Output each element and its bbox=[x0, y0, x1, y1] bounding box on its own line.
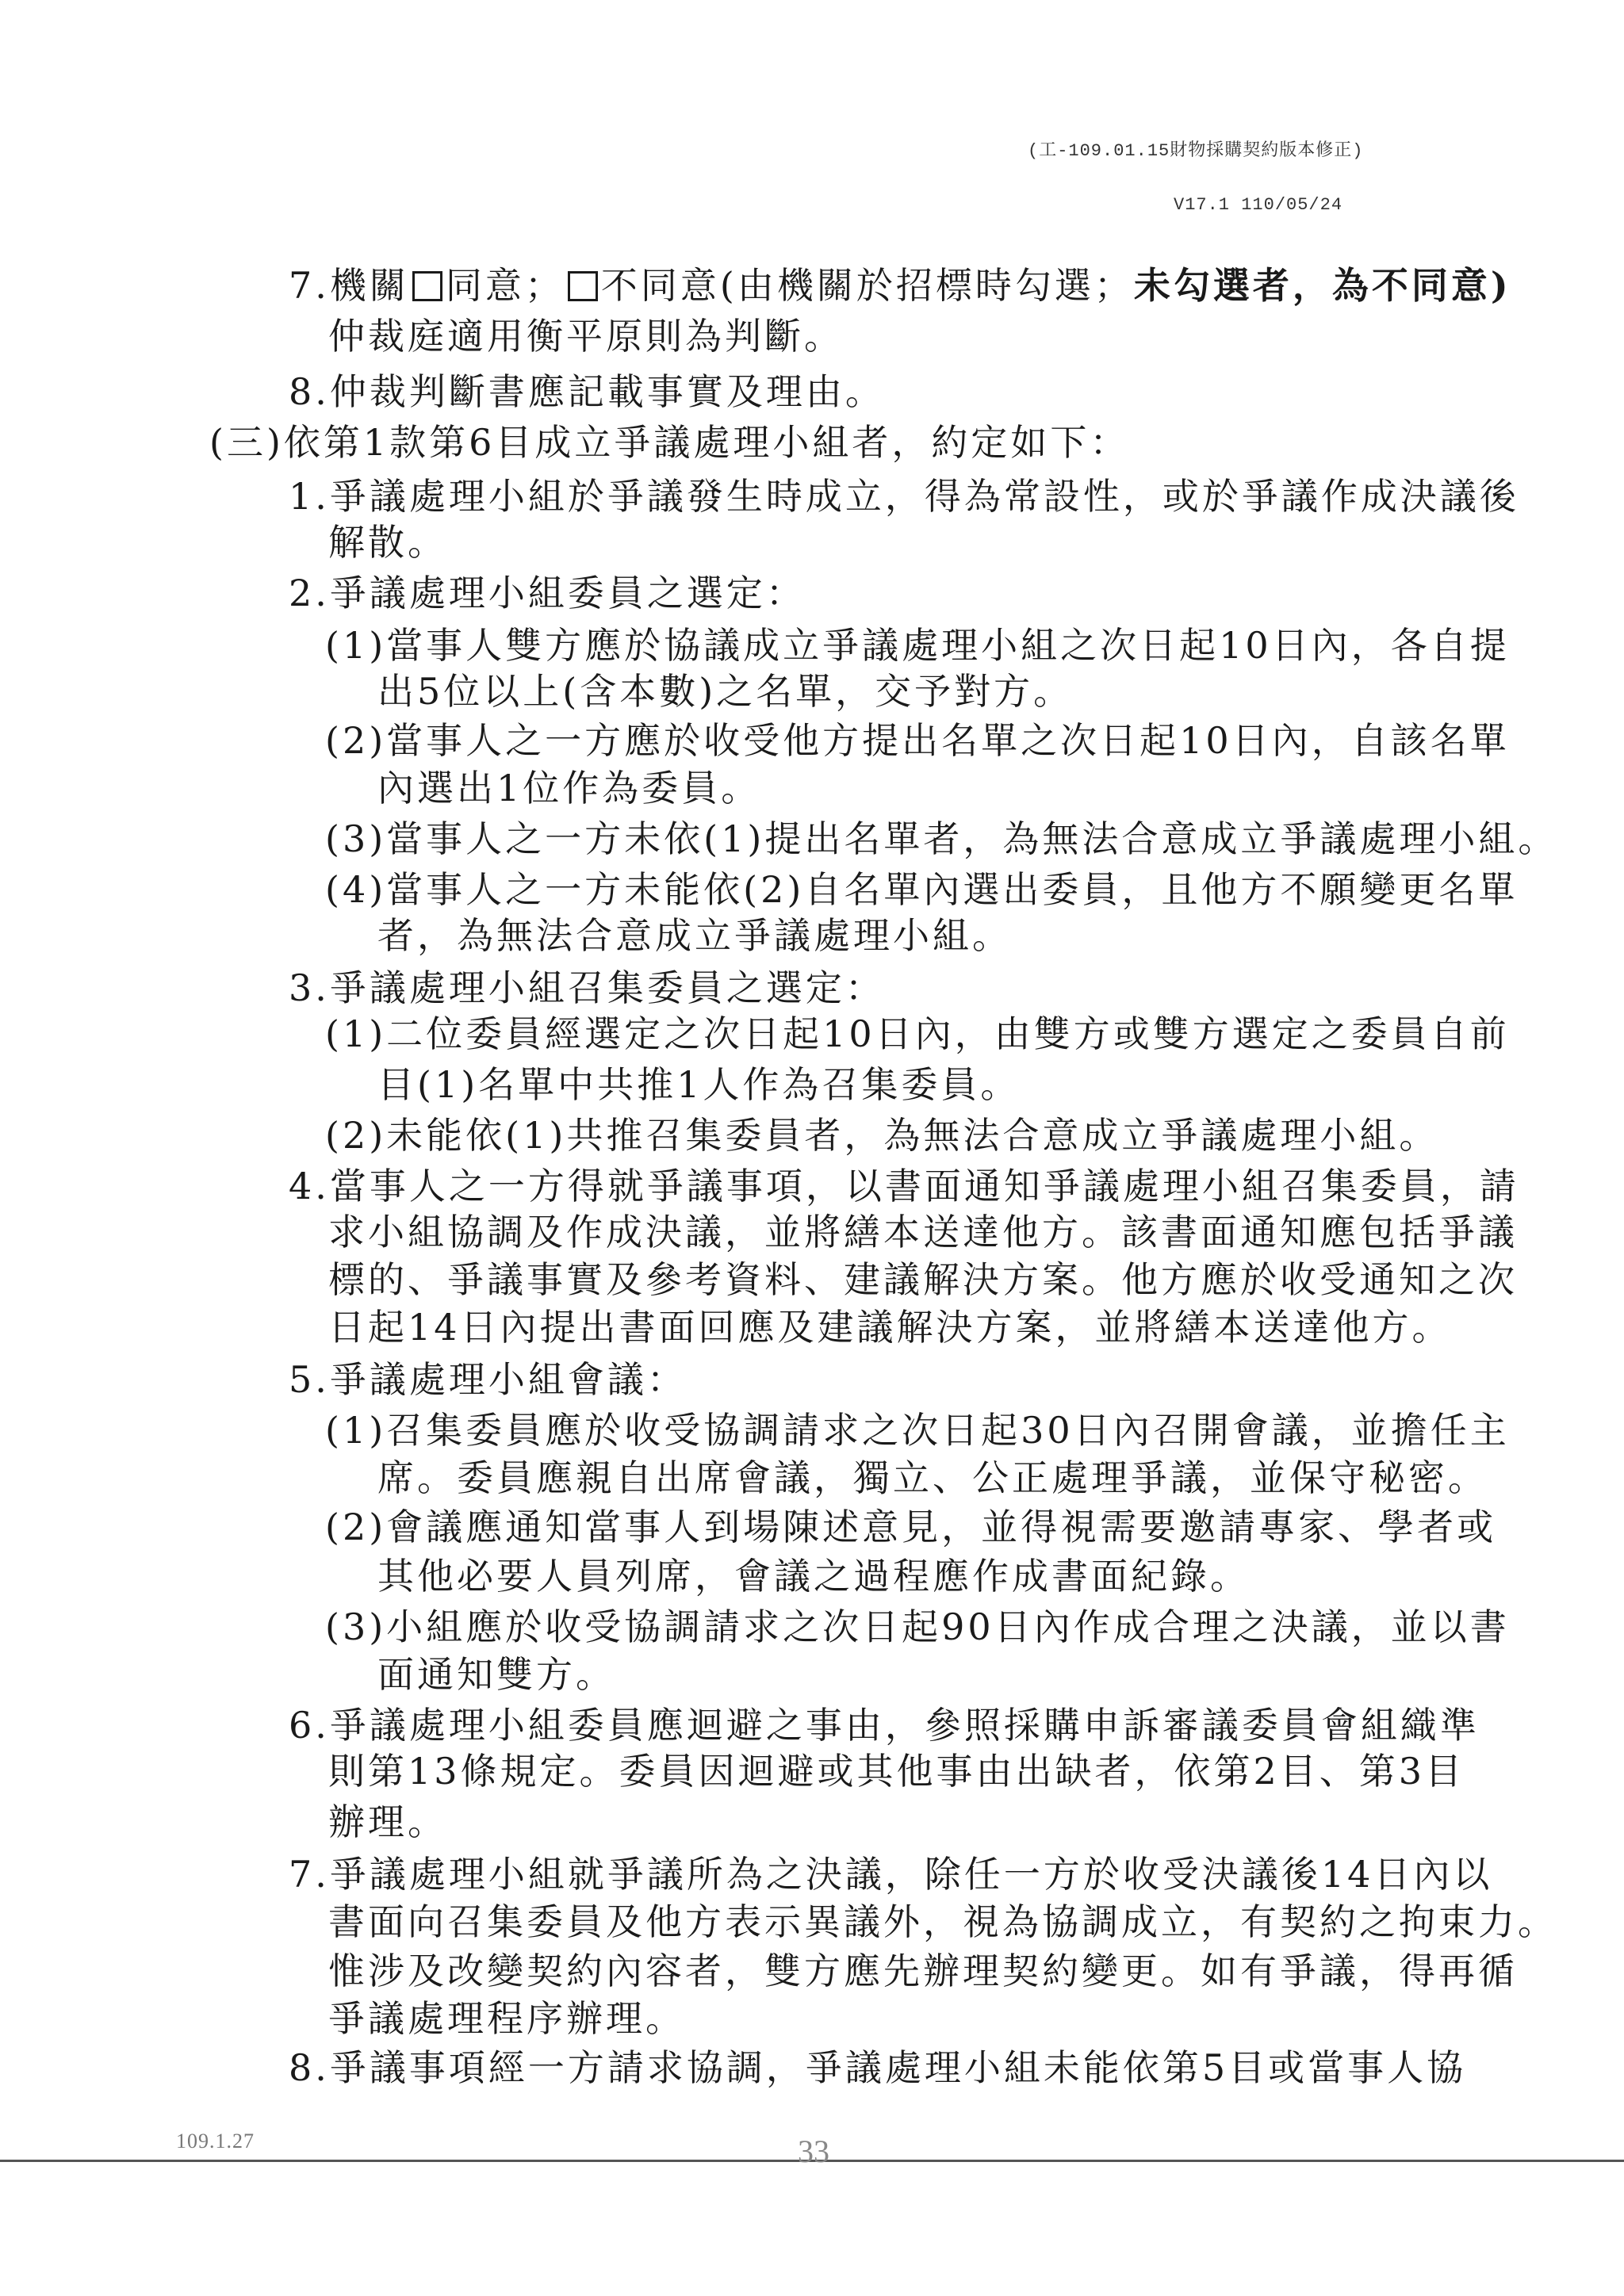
text-line: 面通知雙方。 bbox=[377, 1653, 615, 1696]
text-line: 5.爭議處理小組會議： bbox=[289, 1358, 687, 1401]
text-line: (2)會議應通知當事人到場陳述意見，並得視需要邀請專家、學者或 bbox=[325, 1506, 1497, 1548]
page-number: 33 bbox=[798, 2133, 829, 2169]
agree-checkbox bbox=[412, 271, 442, 301]
text-line: (3)小組應於收受協調請求之次日起90日內作成合理之決議，並以書 bbox=[325, 1605, 1510, 1648]
footer-date: 109.1.27 bbox=[176, 2130, 255, 2152]
version-label: V17.1 110/05/24 bbox=[1174, 195, 1343, 215]
text-line: 書面向召集委員及他方表示異議外，視為協調成立，有契約之拘束力。 bbox=[328, 1900, 1557, 1943]
clause-text: 同意； bbox=[445, 264, 565, 307]
text-line: 標的、爭議事實及參考資料、建議解決方案。他方應於收受通知之次 bbox=[328, 1258, 1518, 1301]
text-line: 辦理。 bbox=[328, 1800, 447, 1843]
text-line: 出5位以上(含本數)之名單，交予對方。 bbox=[377, 670, 1074, 713]
version-note: (工-109.01.15財物採購契約版本修正) bbox=[1028, 141, 1364, 161]
text-line: 目(1)名單中共推1人作為召集委員。 bbox=[377, 1063, 1021, 1106]
text-line: 內選出1位作為委員。 bbox=[377, 767, 761, 809]
text-line: 8.仲裁判斷書應記載事實及理由。 bbox=[289, 370, 885, 413]
text-line: 4.當事人之一方得就爭議事項，以書面通知爭議處理小組召集委員，請 bbox=[289, 1165, 1519, 1207]
text-line: 席。委員應親自出席會議，獨立、公正處理爭議，並保守秘密。 bbox=[377, 1456, 1488, 1499]
text-line: (2)當事人之一方應於收受他方提出名單之次日起10日內，自該名單 bbox=[325, 719, 1510, 762]
section-heading: (三)依第1款第6目成立爭議處理小組者，約定如下： bbox=[209, 421, 1130, 464]
bold-note: 未勾選者，為不同意) bbox=[1133, 264, 1511, 307]
text-line: (2)未能依(1)共推召集委員者，為無法合意成立爭議處理小組。 bbox=[325, 1114, 1439, 1157]
text-line: (1)召集委員應於收受協調請求之次日起30日內召開會議，並擔任主 bbox=[325, 1409, 1510, 1452]
text-line: 6.爭議處理小組委員應迴避之事由，參照採購申訴審議委員會組織準 bbox=[289, 1704, 1480, 1747]
text-line: 8.爭議事項經一方請求協調，爭議處理小組未能依第5目或當事人協 bbox=[289, 2046, 1467, 2089]
clause-text: 不同意(由機關於招標時勾選； bbox=[600, 264, 1134, 307]
text-line: 7.爭議處理小組就爭議所為之決議，除任一方於收受決議後14日內以 bbox=[289, 1853, 1493, 1896]
text-line: (4)當事人之一方未能依(2)自名單內選出委員，且他方不願變更名單 bbox=[325, 868, 1519, 911]
text-line: 則第13條規定。委員因迴避或其他事由出缺者，依第2目、第3目 bbox=[328, 1750, 1465, 1793]
text-line: 日起14日內提出書面回應及建議解決方案，並將繕本送達他方。 bbox=[328, 1306, 1452, 1349]
text-line: (1)二位委員經選定之次日起10日內，由雙方或雙方選定之委員自前 bbox=[325, 1012, 1510, 1055]
clause-7-arbitration-equity bbox=[289, 263, 1511, 308]
text-line: 解散。 bbox=[328, 521, 447, 564]
text-line: 者，為無法合意成立爭議處理小組。 bbox=[377, 914, 1012, 957]
clause-text: 7.機關 bbox=[289, 264, 409, 307]
text-line: 爭議處理程序辦理。 bbox=[328, 1997, 685, 2040]
disagree-checkbox bbox=[568, 271, 598, 301]
text-line: 仲裁庭適用衡平原則為判斷。 bbox=[328, 315, 844, 358]
text-line: 1.爭議處理小組於爭議發生時成立，得為常設性，或於爭議作成決議後 bbox=[289, 475, 1519, 518]
text-line: 其他必要人員列席，會議之過程應作成書面紀錄。 bbox=[377, 1555, 1250, 1598]
text-line: 惟涉及改變契約內容者，雙方應先辦理契約變更。如有爭議，得再循 bbox=[328, 1950, 1518, 1992]
text-line: 求小組協調及作成決議，並將繕本送達他方。該書面通知應包括爭議 bbox=[328, 1211, 1518, 1253]
text-line: (1)當事人雙方應於協議成立爭議處理小組之次日起10日內，各自提 bbox=[325, 624, 1510, 667]
text-line: (3)當事人之一方未依(1)提出名單者，為無法合意成立爭議處理小組。 bbox=[325, 817, 1558, 860]
text-line: 2.爭議處理小組委員之選定： bbox=[289, 572, 806, 614]
text-line: 3.爭議處理小組召集委員之選定： bbox=[289, 966, 885, 1009]
